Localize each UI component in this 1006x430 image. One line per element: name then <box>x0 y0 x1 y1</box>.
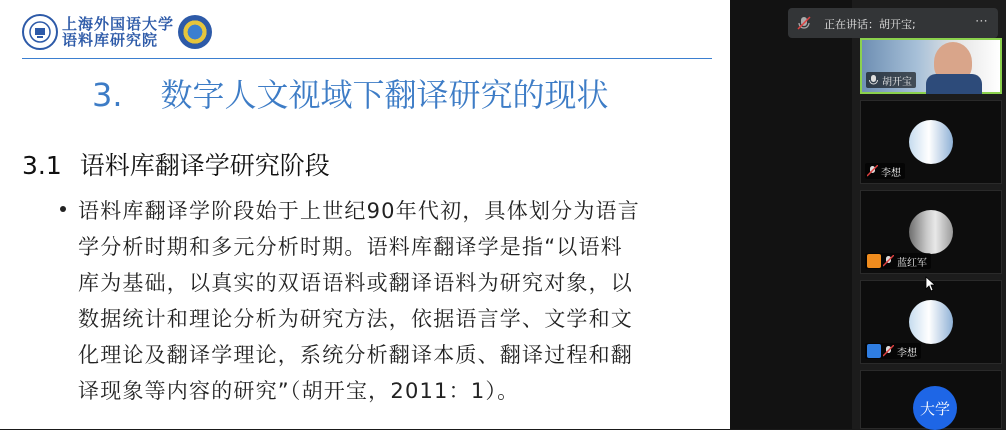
participant-name: 蓝红军 <box>897 257 927 269</box>
body-line: 语料库翻译学阶段始于上世纪90年代初，具体划分为语言 <box>78 199 640 223</box>
participant-avatar <box>909 210 953 254</box>
participant-avatar <box>909 300 953 344</box>
participant-name: 李想 <box>881 167 901 179</box>
panel-gutter <box>730 0 852 429</box>
participant-name: 李想 <box>897 347 917 359</box>
slide-title-number: 3. <box>92 76 123 114</box>
bullet-paragraph <box>78 193 698 409</box>
mouse-cursor-icon <box>925 276 935 292</box>
speaker-label: 正在讲话：胡开宝; <box>824 18 916 31</box>
participant-caption <box>866 72 916 88</box>
active-speaker-indicator <box>788 8 998 38</box>
participant-tile[interactable] <box>860 100 1002 184</box>
participant-caption <box>865 163 905 179</box>
muted-mic-icon <box>883 255 894 267</box>
participant-name: 胡开宝 <box>882 76 912 88</box>
body-line: 学分析时期和多元分析时期。语料库翻译学是指“以语料 <box>78 235 623 259</box>
participant-initials-avatar: 大学 <box>913 386 957 430</box>
logo-text-line2: 语料库研究院 <box>62 31 159 49</box>
user-icon <box>867 254 881 268</box>
header-divider <box>22 58 712 59</box>
participant-tile[interactable] <box>860 38 1002 94</box>
logo-text-line1: 上海外国语大学 <box>62 15 175 33</box>
muted-mic-icon <box>796 15 812 31</box>
more-options-icon[interactable]: ⋯ <box>975 14 988 29</box>
muted-mic-icon <box>867 165 878 177</box>
body-line: 数据统计和理论分析为研究方法，依据语言学、文学和文 <box>78 307 633 331</box>
university-logo <box>22 14 212 50</box>
body-line: 库为基础，以真实的双语语料或翻译语料为研究对象，以 <box>78 271 633 295</box>
slide-title <box>92 70 609 116</box>
sisu-emblem-icon <box>22 14 58 50</box>
bullet-icon <box>60 206 66 212</box>
muted-mic-icon <box>883 345 894 357</box>
section-heading-text: 语料库翻译学研究阶段 <box>79 151 330 180</box>
slide-title-text: 数字人文视域下翻译研究的现状 <box>160 76 609 114</box>
participant-avatar <box>909 120 953 164</box>
mic-icon <box>868 74 879 86</box>
body-line: 化理论及翻译学理论，系统分析翻译本质、翻译过程和翻 <box>78 343 633 367</box>
body-line: 译现象等内容的研究”（胡开宝，2011：1）。 <box>78 379 520 403</box>
participant-caption <box>865 253 931 269</box>
participant-tile[interactable] <box>860 280 1002 364</box>
corpus-institute-emblem-icon <box>178 15 212 49</box>
section-heading <box>22 146 330 182</box>
participant-caption <box>865 343 921 359</box>
user-icon <box>867 344 881 358</box>
participant-tile[interactable] <box>860 190 1002 274</box>
section-heading-number: 3.1 <box>22 151 62 180</box>
